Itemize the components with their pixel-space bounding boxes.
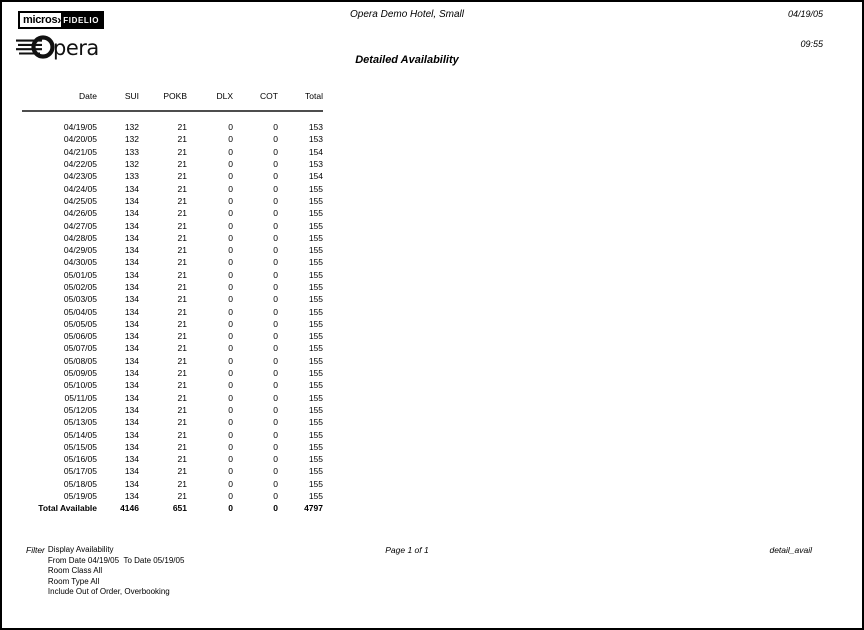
cell-pokb: 21 [177,159,187,170]
cell-date: 05/11/05 [64,392,97,403]
cell-dlx: 0 [228,306,233,317]
table-body [22,121,323,502]
cell-sui: 133 [124,171,139,182]
cell-sui: 134 [124,208,139,219]
column-header-date: Date [79,91,97,101]
cell-sui: 134 [124,318,139,329]
cell-dlx: 0 [228,466,233,477]
cell-date: 04/28/05 [63,232,97,243]
cell-dlx: 0 [228,491,233,502]
cell-total: 155 [308,478,323,489]
cell-pokb: 21 [177,232,187,243]
cell-cot: 0 [273,220,278,231]
cell-cot: 0 [273,195,278,206]
cell-cot: 0 [273,171,278,182]
total-sui: 4146 [120,503,139,514]
cell-sui: 132 [124,134,139,145]
total-pokb: 651 [172,503,187,514]
cell-pokb: 21 [177,257,187,268]
cell-sui: 134 [124,245,139,256]
cell-total: 155 [308,232,323,243]
total-available-row [22,502,323,514]
cell-pokb: 21 [177,282,187,292]
cell-date: 05/15/05 [63,441,97,452]
cell-cot: 0 [273,417,278,428]
cell-cot: 0 [273,318,278,329]
cell-date: 05/14/05 [63,429,97,440]
cell-date: 04/24/05 [63,183,97,194]
cell-dlx: 0 [228,380,233,391]
cell-dlx: 0 [228,429,233,440]
cell-dlx: 0 [228,257,233,268]
cell-dlx: 0 [228,454,233,465]
table-row [22,330,323,342]
micros-logo-text: micros [23,14,58,26]
cell-sui: 134 [124,404,139,415]
cell-date: 04/22/05 [63,159,97,170]
cell-date: 04/29/05 [63,245,97,256]
cell-total: 155 [308,269,323,280]
cell-dlx: 0 [228,343,233,354]
cell-date: 04/26/05 [63,208,97,219]
table-row [22,269,323,281]
cell-sui: 134 [124,331,139,342]
cell-pokb: 21 [177,331,187,342]
report-id: detail_avail [769,545,812,555]
table-row [22,342,323,354]
cell-total: 155 [308,454,323,465]
cell-cot: 0 [273,380,278,391]
table-row [22,256,323,268]
availability-table [22,90,323,515]
cell-dlx: 0 [228,208,233,219]
cell-sui: 134 [124,429,139,440]
cell-date: 05/01/05 [63,269,97,280]
cell-sui: 134 [124,294,139,305]
cell-dlx: 0 [228,368,233,379]
filter-line: From Date 04/19/05 To Date 05/19/05 [47,555,185,565]
cell-pokb: 21 [177,454,187,465]
cell-total: 155 [308,441,323,452]
cell-cot: 0 [273,478,278,489]
cell-date: 04/25/05 [63,195,97,206]
cell-pokb: 21 [177,195,187,206]
cell-date: 05/06/05 [63,331,97,342]
cell-sui: 134 [124,269,139,280]
cell-pokb: 21 [177,380,187,391]
cell-pokb: 21 [177,368,187,379]
filter-line: Display Availability [47,545,114,554]
cell-pokb: 21 [177,466,187,477]
cell-date: 05/16/05 [63,454,97,465]
cell-sui: 134 [124,417,139,428]
cell-total: 153 [308,134,323,145]
cell-total: 155 [308,429,323,440]
cell-date: 05/10/05 [63,380,97,391]
cell-total: 155 [308,282,323,292]
column-header-total: Total [305,91,323,101]
cell-dlx: 0 [228,478,233,489]
cell-date: 04/21/05 [63,146,97,157]
cell-date: 04/27/05 [63,220,97,231]
cell-dlx: 0 [228,183,233,194]
cell-total: 155 [308,417,323,428]
cell-sui: 134 [124,343,139,354]
cell-sui: 134 [124,478,139,489]
cell-date: 05/07/05 [63,343,97,354]
cell-date: 05/04/05 [63,306,97,317]
table-row [22,465,323,477]
cell-cot: 0 [273,429,278,440]
cell-total: 155 [308,466,323,477]
cell-dlx: 0 [228,171,233,182]
cell-dlx: 0 [228,294,233,305]
cell-pokb: 21 [177,404,187,415]
cell-total: 155 [308,306,323,317]
cell-cot: 0 [273,208,278,219]
cell-date: 05/13/05 [63,417,97,428]
report-date: 04/19/05 [787,9,823,19]
cell-date: 05/19/05 [63,491,97,502]
cell-pokb: 21 [177,491,187,502]
cell-cot: 0 [273,146,278,157]
cell-date: 05/03/05 [63,294,97,305]
cell-total: 155 [308,380,323,391]
table-row [22,355,323,367]
cell-dlx: 0 [228,232,233,243]
cell-total: 155 [308,257,323,268]
cell-cot: 0 [273,491,278,502]
total-label: Total Available [38,503,97,514]
cell-pokb: 21 [177,392,187,403]
cell-date: 05/02/05 [63,282,97,292]
table-row [22,392,323,404]
table-row [22,219,323,231]
cell-cot: 0 [273,183,278,194]
cell-dlx: 0 [228,404,233,415]
cell-date: 05/05/05 [63,318,97,329]
cell-sui: 132 [124,122,139,133]
cell-dlx: 0 [228,122,233,133]
total-dlx: 0 [228,503,233,514]
report-time: 09:55 [800,39,823,49]
cell-dlx: 0 [228,245,233,256]
cell-dlx: 0 [228,134,233,145]
column-header-pokb: POKB [163,91,187,101]
table-row [22,478,323,490]
cell-pokb: 21 [177,220,187,231]
opera-logo-text: pera [53,36,99,60]
cell-date: 05/18/05 [63,478,97,489]
cell-pokb: 21 [177,294,187,305]
cell-sui: 134 [124,355,139,366]
cell-dlx: 0 [228,269,233,280]
column-header-sui: SUI [124,91,139,101]
cell-total: 155 [308,208,323,219]
cell-total: 153 [308,159,323,170]
table-row [22,182,323,194]
table-header-row [22,90,323,102]
total-cot: 0 [273,503,278,514]
cell-pokb: 21 [177,146,187,157]
page-title: Detailed Availability [355,54,459,66]
cell-pokb: 21 [177,417,187,428]
cell-cot: 0 [273,466,278,477]
cell-sui: 134 [124,183,139,194]
table-row [22,133,323,145]
table-row [22,453,323,465]
cell-date: 04/30/05 [63,257,97,268]
cell-pokb: 21 [177,171,187,182]
cell-cot: 0 [273,306,278,317]
table-row [22,121,323,133]
cell-sui: 134 [124,441,139,452]
table-row [22,146,323,158]
cell-total: 155 [308,368,323,379]
hotel-name: Opera Demo Hotel, Small [350,9,464,20]
cell-date: 04/23/05 [63,171,97,182]
table-row [22,490,323,502]
table-row [22,232,323,244]
cell-total: 155 [308,491,323,502]
table-row [22,207,323,219]
cell-dlx: 0 [228,318,233,329]
cell-cot: 0 [273,294,278,305]
cell-pokb: 21 [177,269,187,280]
cell-cot: 0 [273,122,278,133]
cell-cot: 0 [273,454,278,465]
column-header-cot: COT [260,91,278,101]
filter-line: Room Class All [47,566,103,576]
cell-total: 155 [308,220,323,231]
cell-dlx: 0 [228,331,233,342]
cell-total: 155 [308,183,323,194]
cell-dlx: 0 [228,392,233,403]
cell-date: 04/19/05 [63,122,97,133]
cell-date: 04/20/05 [63,134,97,145]
cell-dlx: 0 [228,220,233,231]
table-row [22,293,323,305]
cell-pokb: 21 [177,306,187,317]
table-row [22,318,323,330]
cell-sui: 134 [124,491,139,502]
cell-total: 155 [308,294,323,305]
cell-dlx: 0 [228,195,233,206]
cell-total: 155 [308,343,323,354]
cell-sui: 133 [124,146,139,157]
cell-cot: 0 [273,331,278,342]
cell-pokb: 21 [177,245,187,256]
table-row [22,404,323,416]
cell-cot: 0 [273,282,278,292]
filter-line: Room Type All [47,576,100,586]
chevron-right-icon: › [57,13,62,27]
cell-cot: 0 [273,257,278,268]
table-row [22,170,323,182]
cell-cot: 0 [273,368,278,379]
cell-cot: 0 [273,232,278,243]
cell-date: 05/08/05 [63,355,97,366]
cell-pokb: 21 [177,318,187,329]
cell-sui: 134 [124,282,139,292]
cell-sui: 134 [124,392,139,403]
total-total: 4797 [304,503,323,514]
cell-sui: 134 [124,220,139,231]
table-row [22,158,323,170]
cell-pokb: 21 [177,441,187,452]
cell-pokb: 21 [177,478,187,489]
cell-cot: 0 [273,355,278,366]
cell-total: 154 [308,146,323,157]
cell-sui: 134 [124,368,139,379]
cell-dlx: 0 [228,355,233,366]
cell-pokb: 21 [177,183,187,194]
table-row [22,281,323,293]
cell-cot: 0 [273,441,278,452]
cell-cot: 0 [273,269,278,280]
cell-sui: 134 [124,380,139,391]
cell-cot: 0 [273,245,278,256]
cell-pokb: 21 [177,134,187,145]
cell-pokb: 21 [177,122,187,133]
cell-dlx: 0 [228,146,233,157]
table-row [22,244,323,256]
cell-pokb: 21 [177,355,187,366]
cell-sui: 132 [124,159,139,170]
filter-label: Filter [26,545,45,555]
column-header-dlx: DLX [216,91,233,101]
cell-total: 153 [308,122,323,133]
fidelio-logo-text: FIDELIO [61,13,102,27]
cell-total: 155 [308,331,323,342]
cell-pokb: 21 [177,429,187,440]
cell-sui: 134 [124,306,139,317]
cell-cot: 0 [273,134,278,145]
cell-sui: 134 [124,466,139,477]
cell-sui: 134 [124,454,139,465]
cell-date: 05/09/05 [63,368,97,379]
table-row [22,305,323,317]
cell-cot: 0 [273,159,278,170]
table-row [22,367,323,379]
table-row [22,195,323,207]
cell-dlx: 0 [228,159,233,170]
cell-sui: 134 [124,195,139,206]
cell-cot: 0 [273,343,278,354]
table-row [22,416,323,428]
filter-line: Include Out of Order, Overbooking [47,587,170,597]
cell-dlx: 0 [228,417,233,428]
cell-pokb: 21 [177,208,187,219]
cell-pokb: 21 [177,343,187,354]
table-row [22,441,323,453]
cell-total: 155 [308,404,323,415]
cell-date: 05/12/05 [63,404,97,415]
cell-total: 155 [308,355,323,366]
cell-dlx: 0 [228,441,233,452]
cell-cot: 0 [273,392,278,403]
cell-sui: 134 [124,257,139,268]
cell-total: 154 [308,171,323,182]
cell-total: 155 [308,245,323,256]
cell-sui: 134 [124,232,139,243]
page-number: Page 1 of 1 [385,545,429,555]
table-row [22,428,323,440]
table-row [22,379,323,391]
cell-total: 155 [308,318,323,329]
cell-cot: 0 [273,404,278,415]
header-separator-line [22,110,323,112]
cell-dlx: 0 [228,282,233,292]
cell-total: 155 [308,195,323,206]
cell-date: 05/17/05 [63,466,97,477]
cell-total: 155 [308,392,323,403]
